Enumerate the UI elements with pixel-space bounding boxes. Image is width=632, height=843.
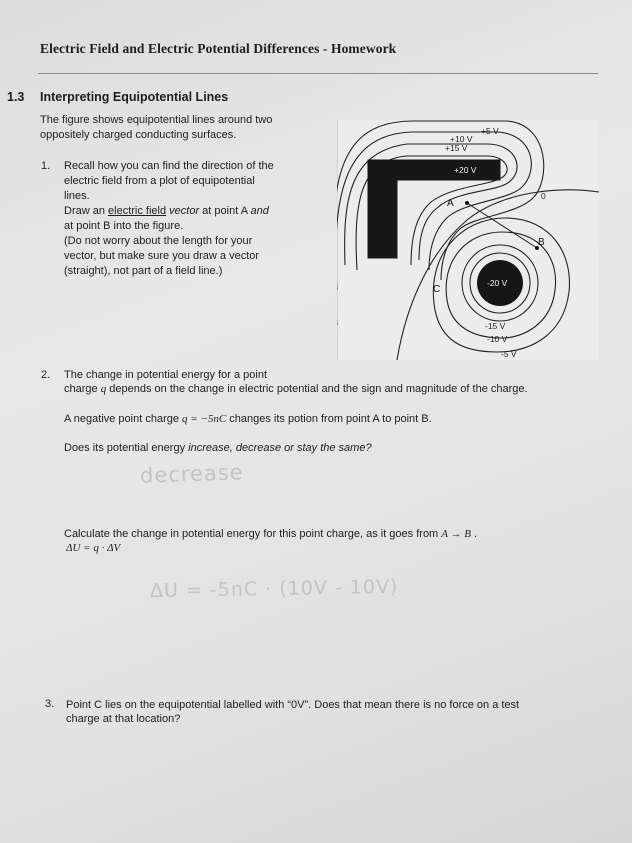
q2-line-3 bbox=[64, 412, 432, 427]
handwritten-calculation: ΔU = -5nC · (10V - 10V) bbox=[149, 575, 399, 603]
q1-text-fragment: at point A bbox=[199, 205, 251, 217]
equipotential-figure[interactable] bbox=[337, 120, 599, 360]
label-p10: +10 V bbox=[450, 134, 473, 144]
handwritten-answer: decrease bbox=[139, 460, 245, 488]
q2-text-fragment: Does its potential energy bbox=[64, 442, 189, 454]
q2-charge-value: q = −5nC bbox=[182, 413, 227, 425]
q2-formula: ΔU = q · ΔV bbox=[66, 542, 121, 554]
q1-line bbox=[64, 204, 314, 219]
q2-line-1: The change in potential energy for a point bbox=[64, 369, 268, 381]
label-m15: -15 V bbox=[485, 321, 506, 331]
intro-line-1: The figure shows equipotential lines around two bbox=[40, 114, 273, 126]
q1-line: vector, but make sure you draw a vector bbox=[64, 250, 260, 262]
q2-text-fragment: Calculate the change in potential energy for this point charge, as it goes from bbox=[64, 528, 442, 540]
q2-line-4 bbox=[64, 441, 372, 456]
q2-text-fragment: . bbox=[471, 528, 478, 540]
q2-text-fragment: A negative point charge bbox=[64, 413, 183, 425]
q3-line-2: charge at that location? bbox=[66, 713, 181, 725]
q1-text-fragment: and bbox=[250, 205, 269, 217]
q2-options: increase, decrease or stay the same? bbox=[188, 442, 372, 454]
label-m20: -20 V bbox=[487, 278, 508, 288]
q2-text-fragment: changes its potion from point A to point B. bbox=[226, 413, 432, 425]
q2-charge-symbol: q bbox=[100, 383, 107, 395]
label-p15: +15 V bbox=[445, 143, 468, 153]
q1-text bbox=[64, 159, 314, 279]
q3-line-1: Point C lies on the equipotential labelled with “0V”. Does that mean there is no force on a test bbox=[66, 699, 520, 711]
label-m10: -10 V bbox=[487, 334, 508, 344]
q2-calc-prompt bbox=[64, 527, 477, 542]
q1-line: electric field from a plot of equipotential bbox=[64, 175, 255, 187]
q2-text-fragment: charge bbox=[64, 383, 101, 395]
label-point-c: C bbox=[433, 284, 441, 295]
point-a-marker bbox=[465, 201, 469, 205]
q2-line-2 bbox=[64, 382, 528, 397]
q1-text-fragment: vector bbox=[166, 205, 200, 217]
q2-number: 2. bbox=[41, 369, 51, 381]
label-m5: -5 V bbox=[501, 349, 517, 359]
q1-line: Recall how you can find the direction of the bbox=[64, 160, 274, 172]
q1-line: (straight), not part of a field line.) bbox=[64, 265, 223, 277]
page-title: Electric Field and Electric Potential Differences - Homework bbox=[40, 41, 397, 56]
q1-line: at point B into the figure. bbox=[64, 220, 184, 232]
intro-line-2: oppositely charged conducting surfaces. bbox=[40, 129, 237, 141]
section-number: 1.3 bbox=[7, 90, 25, 104]
q1-line: lines. bbox=[64, 190, 90, 202]
label-point-a: A bbox=[447, 198, 454, 209]
q1-text-fragment: Draw an bbox=[64, 205, 109, 217]
label-p20: +20 V bbox=[454, 165, 477, 175]
q1-line: (Do not worry about the length for your bbox=[64, 235, 253, 247]
label-point-b: B bbox=[538, 237, 545, 248]
label-zero: 0 bbox=[541, 191, 546, 201]
q1-number: 1. bbox=[41, 160, 51, 172]
label-p5: +5 V bbox=[481, 126, 499, 136]
section-title: Interpreting Equipotential Lines bbox=[40, 90, 229, 104]
q1-underlined-term: electric field bbox=[108, 205, 167, 217]
q2-path: A → B bbox=[441, 528, 472, 540]
header-divider bbox=[38, 73, 598, 74]
q3-number: 3. bbox=[45, 698, 55, 710]
q2-text-fragment: depends on the change in electric potential and the sign and magnitude of the charge. bbox=[106, 383, 528, 395]
